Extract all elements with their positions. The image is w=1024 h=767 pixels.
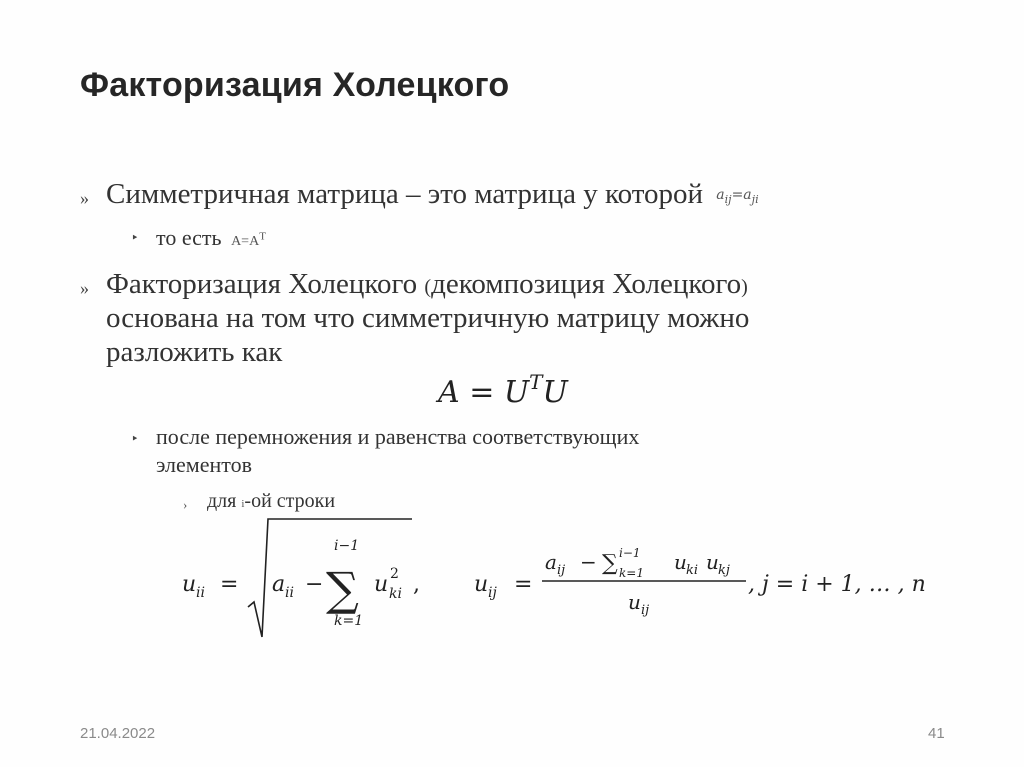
bullet-cholesky-line3: разложить как: [106, 336, 283, 368]
diag-lhs-sub: ii: [196, 585, 205, 601]
diag-term: a: [272, 572, 286, 597]
cholesky-formula: $A = U^TU$: [438, 370, 568, 410]
footer-date: 21.04.2022: [80, 725, 156, 742]
slide-title: Факторизация Холецкого: [80, 66, 510, 104]
off-lhs-sub: ij: [488, 585, 497, 601]
diag-lhs: u: [182, 572, 197, 597]
diag-sum-bottom: k=1: [334, 613, 364, 629]
bullet-marker: »: [80, 278, 89, 298]
off-lhs: u: [474, 572, 489, 597]
off-num-sum-top: i−1: [619, 546, 641, 560]
diag-sum-symbol: ∑: [326, 562, 359, 616]
diag-term-sub: ii: [285, 585, 294, 601]
off-num-a-sub: ij: [557, 563, 566, 578]
bullet-marker: »: [80, 188, 89, 208]
sub-bullet-multiplication-line1: после перемножения и равенства соответствующих: [156, 424, 640, 449]
off-den: u: [628, 590, 641, 614]
sub-bullet-multiplication-line2: элементов: [156, 452, 252, 477]
diag-sum-top: i−1: [334, 538, 360, 554]
sub-sub-bullet-row: для i-ой строки: [207, 490, 336, 512]
diag-u-sup: 2: [390, 566, 399, 582]
bullet-cholesky-line2: основана на том что симметричную матрицу можно: [106, 302, 750, 334]
diag-comma: ,: [413, 572, 420, 597]
off-num-sum: ∑: [602, 551, 618, 576]
footer-page-number: 41: [928, 725, 945, 742]
sub-bullet-marker: ‣: [131, 230, 139, 245]
bullet-cholesky-line1: Факторизация Холецкого (декомпозиция Холецкого): [106, 268, 748, 300]
off-num-minus: −: [580, 550, 597, 574]
off-num-u1: u: [674, 550, 687, 574]
transpose-formula: $A=A^T$: [231, 230, 266, 249]
diag-u-sub: ki: [389, 586, 402, 602]
diag-eq: =: [220, 572, 239, 597]
off-num-u2: u: [706, 550, 719, 574]
off-num-a: a: [545, 550, 557, 574]
off-num-sum-bottom: k=1: [619, 566, 644, 580]
formula-diagonal: [182, 519, 420, 637]
formula-offdiagonal: [474, 546, 926, 618]
off-num-u2-sub: kj: [718, 563, 730, 578]
sub-bullet-marker: ‣: [131, 431, 139, 446]
off-num-u1-sub: ki: [686, 563, 699, 578]
sub-sub-bullet-marker: ›: [183, 497, 188, 512]
symmetry-formula: $a_{ij}=a_{ji}$: [716, 187, 759, 206]
off-den-sub: ij: [641, 603, 650, 618]
diag-minus: −: [305, 572, 324, 597]
bullet-text: Симметричная матрица – это матрица у которой: [106, 178, 704, 210]
off-eq: =: [514, 572, 533, 597]
off-tail: , j = i + 1, … , n: [748, 572, 926, 597]
diag-u: u: [374, 572, 389, 597]
sub-bullet-text: то есть: [156, 225, 222, 250]
